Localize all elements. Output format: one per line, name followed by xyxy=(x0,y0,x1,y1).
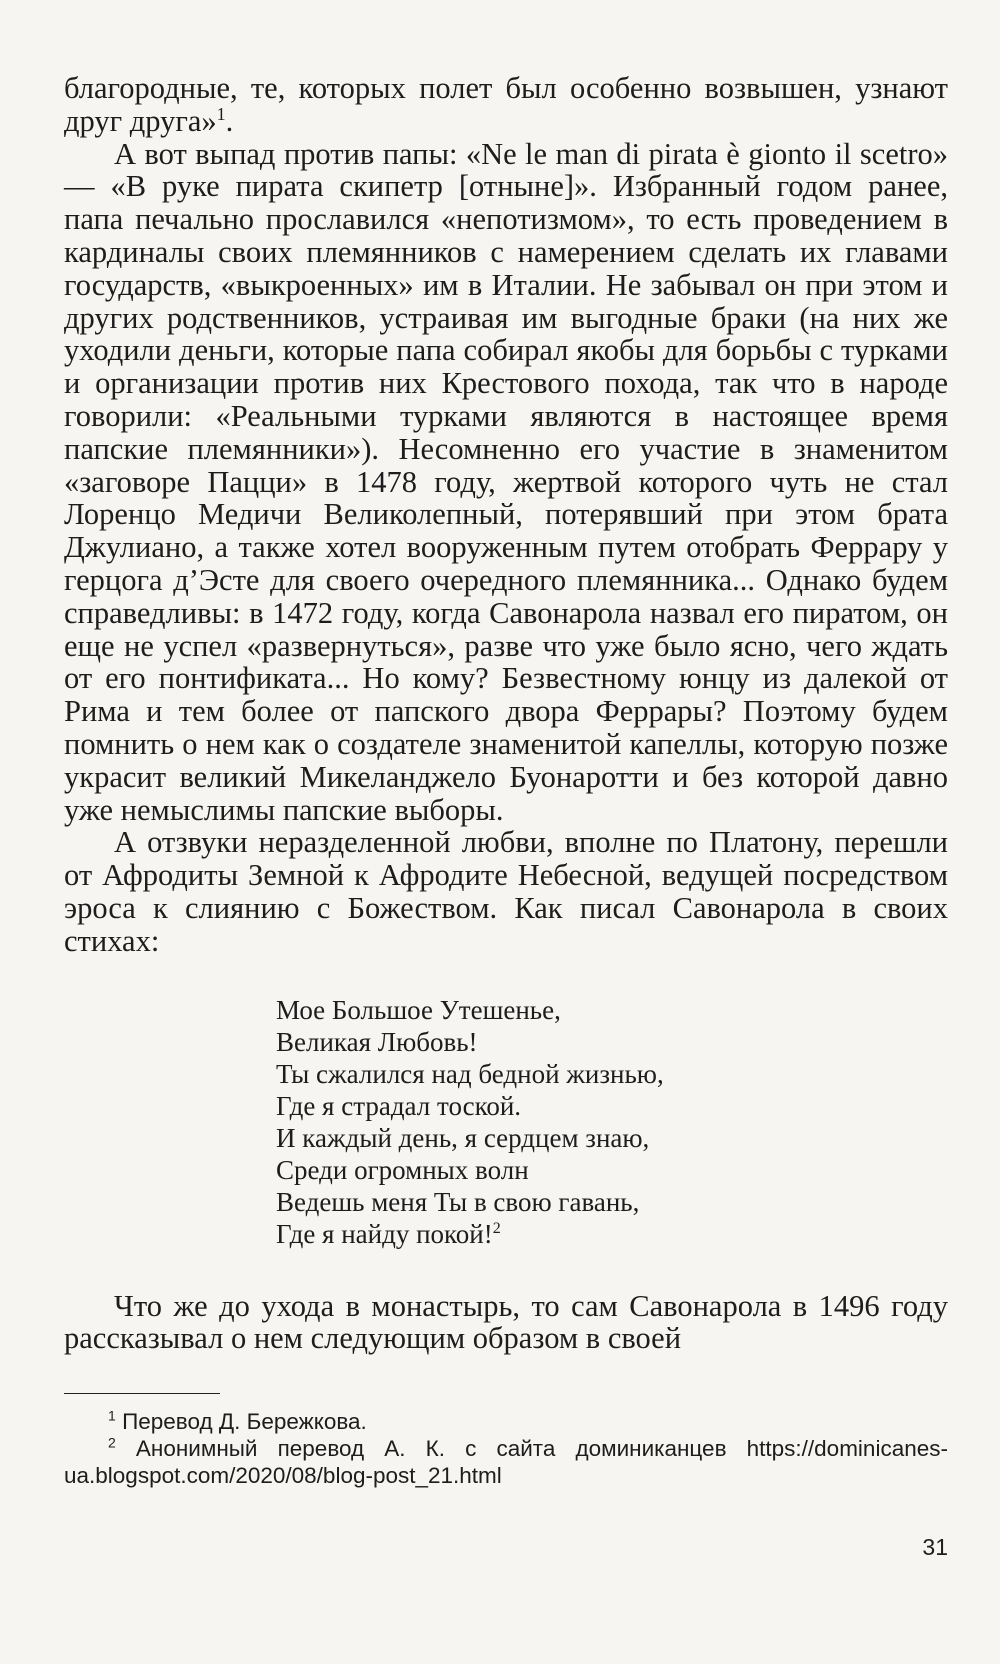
poem-line: Великая Любовь! xyxy=(276,1026,478,1057)
poem-quote xyxy=(276,994,948,1250)
poem-line: Где я страдал тоской. xyxy=(276,1090,522,1121)
footnote-ref-2[interactable]: 2 xyxy=(492,1219,501,1237)
poem-line: Мое Большое Утешенье, xyxy=(276,994,561,1025)
paragraph-3: А отзвуки неразделенной любви, вполне по Платону, перешли от Афродиты Земной к Афродите Небесной, ведущей посредством эроса к слиянию с Божеством. Как писал Савонарола в своих стихах: xyxy=(64,825,948,958)
paragraph-4: Что же до ухода в монастырь, то сам Савонарола в 1496 году рассказывал о нем следующим образом в своей xyxy=(64,1288,948,1356)
footnote-1-text: Перевод Д. Бережкова. xyxy=(122,1409,367,1435)
footnote-divider xyxy=(64,1393,220,1394)
poem-line: Среди огромных волн xyxy=(276,1154,529,1185)
poem-line-text: Где я найду покой! xyxy=(276,1218,493,1249)
poem-line: Ведешь меня Ты в свою гавань, xyxy=(276,1186,640,1217)
page-content xyxy=(64,72,948,1489)
poem-line-last xyxy=(276,1218,948,1250)
poem-line: И каждый день, я сердцем знаю, xyxy=(276,1122,650,1153)
footnote-2-number: 2 xyxy=(108,1434,116,1451)
paragraph-1 xyxy=(64,72,948,138)
footnote-2 xyxy=(64,1435,948,1489)
footnote-ref-1[interactable]: 1 xyxy=(216,103,226,124)
page-number: 31 xyxy=(922,1534,948,1560)
paragraph-1-text: благородные, те, которых полет был особенно возвышен, узнают друг друга» xyxy=(64,71,948,138)
footnote-1-number: 1 xyxy=(108,1407,116,1424)
paragraph-2: А вот выпад против папы: «Ne le man di pirata è gionto il scetro» — «В руке пирата скипетр [отныне]». Избранный годом ранее, папа печально прославился «непотизмом», то есть проведением в кардиналы своих племянников с намерением сделать их главами государств, «выкроенных» им в Италии. Не забывал он при этом и других родственников, устраивая им выгодные браки (на них же уходили деньги, которые папа собирал якобы для борьбы с турками и организации против них Крестового похода, так что в народе говорили: «Реальными турками являются в настоящее время папские племянники»). Несомненно его участие в знаменитом «заговоре Пацци» в 1478 году, жертвой которого чуть не стал Лоренцо Медичи Великолепный, потерявший при этом брата Джулиано, а также хотел вооруженным путем отобрать Феррару у герцога д’Эсте для своего очередного племянника... Однако будем справедливы: в 1472 году, когда Савонарола назвал его пиратом, он еще не успел «развернуться», разве что уже было ясно, чего ждать от его понтификата... Но кому? Безвестному юнцу из далекой от Рима и тем более от папского двора Феррары? Поэтому будем помнить о нем как о создателе знаменитой капеллы, которую позже украсит великий Микеланджело Буонаротти и без которой давно уже немыслимы папские выборы. xyxy=(64,136,948,827)
footnote-2-text: Анонимный перевод А. К. с сайта доминиканцев https://dominicanes-ua.blogspot.com/2020/08/blog-post_21.html xyxy=(64,1436,948,1489)
footnote-1 xyxy=(64,1408,948,1435)
paragraph-1-tail: . xyxy=(225,103,234,138)
poem-line: Ты сжалился над бедной жизнью, xyxy=(276,1058,664,1089)
